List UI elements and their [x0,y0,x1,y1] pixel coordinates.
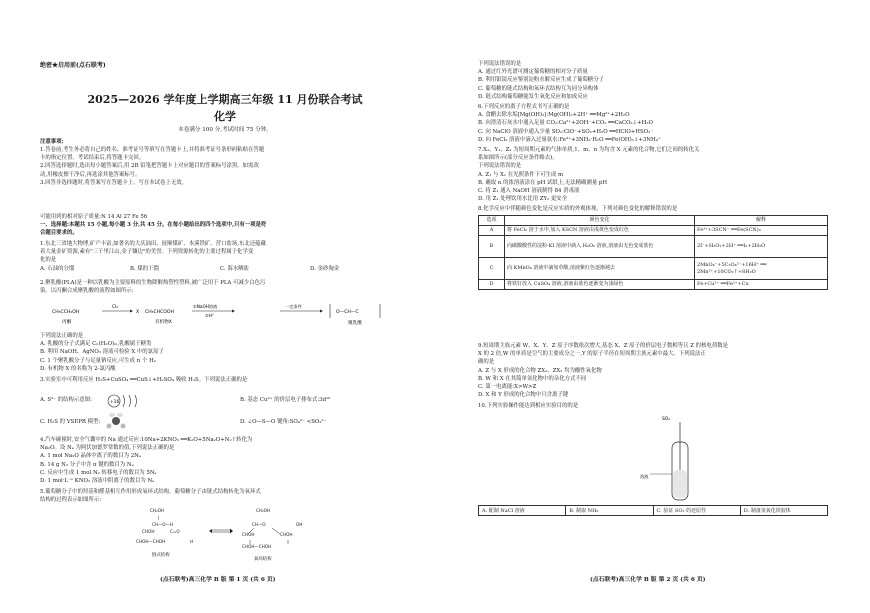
apparatus-label: SO₂ [662,417,671,422]
glucose-structure-diagram [130,506,330,564]
table-cell: 2MnO₄⁻+5C₂O₄²⁻+16H⁺ ══ 2Mn²⁺+10CO₂↑+8H₂O [695,258,828,280]
svg-text:+16: +16 [110,400,120,405]
notice-line: 动,用橡皮擦干净后,再选涂其他答案标号。 [40,171,141,178]
table-cell: C [479,258,505,280]
question-2-options [40,332,418,373]
page-footer: (点石联考)高三化学 B 版 第 1 页 (共 6 页) [160,577,276,583]
option: C. 验证 SO₂ 的还原性 [653,506,740,516]
svg-text:H: H [190,539,194,544]
score-info: 本卷满分 100 分,考试时间 75 分钟。 [178,127,272,133]
so2-apparatus-diagram [640,412,710,504]
table-header-row [479,216,828,226]
option: C. 将 Z₁ 通入 NaOH 溶液制得 84 消毒液 [478,188,580,195]
column-header: 选项 [479,216,505,226]
column-header: 颜色变化 [505,216,695,226]
q5-line: 结构的过程表示如图所示: [40,497,102,504]
option: A. 乳酸的分子式满足 Cₙ(H₂O)ₘ,乳酸属于糖类 [40,341,152,348]
svg-text:O—CH—C: O—CH—C [336,310,359,315]
option: A. 1 mol Na₂O 晶体中离子的数目为 2Nₐ [40,453,141,460]
table-cell: Fe+Cu²⁺ ══Fe²⁺+Cu [695,280,828,290]
subject-title: 化学 [214,110,236,123]
svg-text:OH: OH [296,522,303,527]
option: D. 用 Z₁ 处理饮用水比用 ZY₂ 更安全 [478,196,568,203]
atomic-mass: 可能用到的相对原子质量:N 14 Al 27 Fe 56 [40,214,148,220]
option: B. 14 g N₂ 分子中含 π 键的数目为 Nₐ [40,461,134,468]
notice-title: 注意事项: [40,139,64,145]
scheme-text: CH₃CHCOOH [145,310,175,315]
option: D. 金砂淘金 [310,265,340,272]
option: B. 蘸取 n 的浓溶液涂在 pH 试纸上,无法精确测量 pH [478,179,608,186]
q10-options-table [478,505,828,516]
vsepr-model-diagram [104,412,128,430]
option: D. 有机物 X 的名称为 2-氯丙酸 [40,365,116,372]
scheme-text: 丙酮 [62,320,72,325]
q5-stem: 下列说法错误的是 [478,61,522,67]
question-10 [478,402,838,410]
table-cell: D [479,280,505,290]
question-9 [478,342,838,399]
option: B. 煤的干馏 [130,265,159,272]
q7-stem: 下列说法错误的是 [478,163,522,170]
question-6 [478,103,838,144]
option: C. 海水晒盐 [220,265,249,272]
table-cell: 向碳酸酸性的淀粉-KI 溶液中滴入 H₂O₂ 溶液,溶液由无色变成蓝色 [505,236,695,258]
q1-options [40,265,418,273]
scheme-text: CH₃CCH₂OH [52,310,80,315]
option: C. 第一电离能:X>W>Z [478,384,537,391]
q1-line: 1.东北三省地大物博,矿产丰富,如著名的大庆油田、抚顺煤矿、本溪铁矿、营口盐场,东北还蕴藏 [40,241,266,247]
q2-stem: 下列说法正确的是 [40,333,84,339]
option: B. 制取 NH₃ [566,506,653,516]
svg-text:|: | [158,515,160,520]
question-4 [40,436,418,485]
svg-text:CH₂OH: CH₂OH [256,508,271,513]
option: A. 食醋去除水垢[Mg(OH)₂]:Mg(OH)₂+2H⁺ ══Mg²⁺+2H₂O [478,112,630,119]
svg-text:CHOH: CHOH [242,532,255,537]
table-cell: B [479,236,505,258]
table-cell: 将铁钉放入 CuSO₄ 溶液,溶液由蓝色逐渐变为浅绿色 [505,280,695,290]
table-cell: 2I⁻+H₂O₂+2H⁺ ══I₂+2H₂O [695,236,828,258]
diagram-label: 链式结构 [152,553,170,558]
option: D. 链式结构葡萄糖能发生氧化反应和加成反应 [478,93,588,100]
q9-line: 确的是 [478,359,495,366]
section-heading-cont: 合题目要求的。 [40,230,78,237]
q2-scheme [40,296,418,330]
q6-line: 6.下列反应的离子方程式书写正确的是 [478,104,570,110]
svg-text:CHOH: CHOH [280,532,293,537]
option: D. X 和 Y 形成的化合物中只含离子键 [478,392,569,399]
q9-line: X 的 2 倍,W 的单质是空气的主要成分之一,Y 的原子半径在短周期主族元素中最大。下列说法正 [478,351,706,358]
scheme-text: 一定条件 [285,304,302,309]
svg-text:CHOH—CHOH: CHOH—CHOH [136,539,166,544]
option: A. Z₁ 与 X₁ 在光照条件下可生成 m [478,171,564,178]
arrow-head [320,310,323,313]
atomic-mass-line [40,213,418,238]
notice-line: 3.回答非选择题时,将答案写在答题卡上。写在本试卷上无效。 [40,179,188,186]
confidential-mark: 绝密★启用前(点石联考) [40,62,106,69]
diagram-label: 氧环结构 [254,557,272,562]
q3-line: 3.实验室中可利用反应 H₂S+CuSO₄ ══CuS↓+H₂SO₄ 吸收 H₂S。下列说法正确的是 [40,377,248,383]
table-cell: A [479,226,505,236]
table-row [479,258,828,280]
table-cell: 向 KMnO₄ 溶液中滴加草酸,溶液紫红色逐渐褪去 [505,258,695,280]
option: A. 通过红外光谱可测定葡萄糖的相对分子质量 [478,69,588,76]
q8-table [478,215,828,290]
option: B. 基态 Cu²⁺ 的价层电子排布式:3d¹⁰ [240,397,331,403]
option: B. 向澄清石灰水中通入足量 CO₂:Ca²⁺+2OH⁻+CO₂ ══CaCO₃↓+H₂O [478,120,653,127]
question-8 [478,205,838,290]
q2-line: 2.聚乳酸(PLA)是一种以乳酸为主要原料的生物降解热塑性塑料,被广泛用于 PLA 可减少白色污 [40,280,266,286]
option: C. H₂S 的 VSEPR 模型: [40,419,100,425]
option: B. 利用 NaOH、AgNO₃ 溶液可检验 X 中的氯原子 [40,349,164,356]
page-footer: (点石联考)高三化学 B 版 第 2 页 (共 6 页) [590,577,706,583]
section-heading: 一、选择题:本题共 15 小题,每小题 3 分,共 45 分。在每小题给出的四个选项中,只有一项是符 [40,222,267,229]
scheme-text: ①NaOH溶液 [193,304,218,309]
q7-line: 系如图所示(部分反应条件略去)。 [478,155,558,162]
svg-text:CHOH—CHOH: CHOH—CHOH [242,544,272,549]
notice-list [40,146,418,187]
question-3 [40,376,418,384]
option: C. 向 NaClO 溶液中通入少量 SO₂:ClO⁻+SO₂+H₂O ══HClO+HSO₃⁻ [478,128,654,135]
table-cell: 将 FeCl₂ 溶于水中,加入 KSCN 溶液由浅黄色变成红色 [505,226,695,236]
q10-line: 10.下列实验操作能达到相应实验目的的是 [478,403,579,409]
option: A. 配制 NaCl 溶液 [479,506,566,516]
notice-line: 卡的指定位置。考试结束后,将答题卡交回。 [40,155,145,162]
arrow-head [130,310,133,313]
scheme-text: ②H⁺ [205,313,215,318]
notice-line: 2.回答选择题时,选出每小题答案后,用 2B 铅笔把答题卡上对应题目的答案标号涂黑。如需改 [40,163,259,170]
question-5-options [478,60,838,101]
svg-text:CH—O—H: CH—O—H [152,522,173,527]
notice-line: 1.答卷前,考生务必将自己的姓名、准考证号等填写在答题卡上,并将准考证号条形码粘贴在答题 [40,147,265,153]
svg-text:CH—O: CH—O [252,522,266,527]
option: D. 向 FeCl₃ 溶液中滴入过量氨水:Fe³⁺+3NH₃·H₂O ══Fe(OH)₃↓+3NH₄⁺ [478,136,661,143]
option: D. 制备氢氧化铁胶体 [740,506,827,516]
scheme-text: Cl₂ [112,305,119,310]
s2-structure-diagram [104,392,144,410]
option: A. S²⁻ 的结构示意图: [40,397,92,403]
option: D. ∠O—S—O 键角:SO₄²⁻ <SO₃²⁻ [240,419,327,425]
question-10-options [478,505,838,516]
q1-line: 化的是 [40,257,57,264]
q2-line: 染。以丙酮合成聚乳酸的流程如图所示: [40,288,134,295]
q1-line: 着大量金矿资源,素有"三千里江山,金子镶边"的美誉。下列资源转化的主要过程属于化学变 [40,249,254,256]
q9-line: 9.短周期主族元素 W、X、Y、Z 原子序数依次增大,基态 X、Z 原子的价层电子数相等且 Z 的核电荷数是 [478,343,728,349]
q8-line: 8.化学反应中伴随颜色变化是反应实质的外观体现。下列对颜色变化的解释错误的是 [478,206,678,212]
table-cell: Fe³⁺+3SCN⁻ ══Fe(SCN)₃ [695,226,828,236]
apparatus-label: 溶液 [640,474,649,479]
question-2 [40,279,418,295]
option: A. 石油的分馏 [40,265,75,272]
exam-title: 2025—2026 学年度上学期高三年级 11 月份联合考试 [87,93,363,106]
option: C. 1 个聚乳酸分子与足量钠反应,可生成 n 个 H₂ [40,357,156,364]
column-header: 解释 [695,216,828,226]
q5-line: 5.葡萄糖分子中的羟基和醛基相互作用形成氧环式结构。葡萄糖分子由链式结构转化为氧环式 [40,489,261,495]
table-row [479,280,828,290]
svg-text:CH₂OH: CH₂OH [150,508,165,513]
question-5 [40,488,418,504]
option: C. 反应中生成 1 mol N₂ 转移电子的数目为 5Nₐ [40,469,157,476]
question-7 [478,146,838,203]
svg-text:CHOH: CHOH [142,529,155,534]
q4-line: 4.汽车碰撞时,安全气囊中的 Na 通过反应:10Na+2KNO₃ ══K₂O+5Na₂O+N₂↑转化为 [40,437,253,443]
table-row [479,506,828,516]
q4-line: Na₂O。设 Nₐ 为阿伏加德罗常数的值,下列说法正确的是 [40,445,175,452]
arrow-head [232,310,235,313]
table-row [479,236,828,258]
option: C. 葡萄糖的链式结构和氧环式结构互为同分异构体 [478,85,599,92]
table-row [479,226,828,236]
option: D. 1 mol·L⁻¹ KNO₃ 溶液中阴离子的数目为 Nₐ [40,478,155,485]
scheme-text: 聚乳酸 [348,321,362,326]
question-3-options [40,392,418,432]
question-1 [40,240,418,273]
q7-line: 7.X₁、Y₁、Z₁ 为短周期元素的气体单质,1、m、n 为均含 X 元素的化合物,它们之间的转化关 [478,147,700,153]
option: B. W 和 X 在其简单氢化物中的杂化方式不同 [478,375,587,382]
scheme-text: X [136,310,140,315]
option: A. Z 与 X 形成的化合物 ZX₂、ZX₃ 均为酸性氧化物 [478,367,602,374]
svg-text:C=O: C=O [170,529,180,534]
scheme-text: 有机物X [155,320,172,325]
option: B. 利用银镜反应鉴别淀粉水解反应生成了葡萄糖分子 [478,77,604,84]
